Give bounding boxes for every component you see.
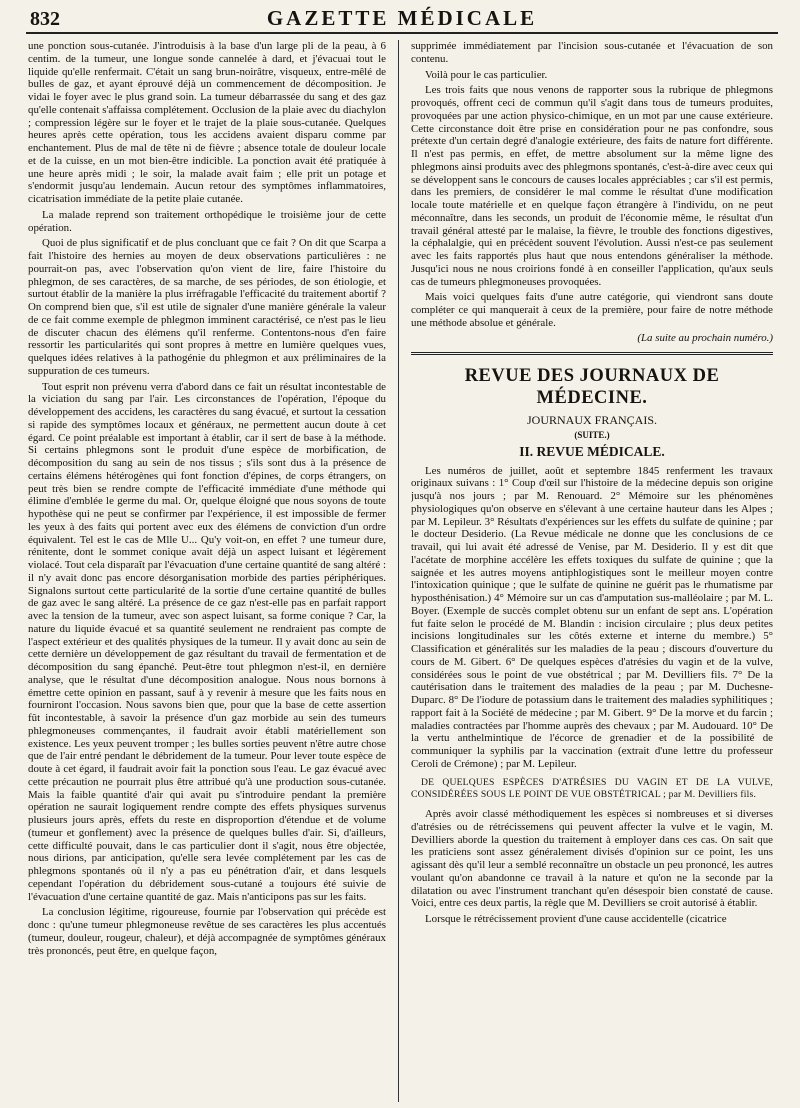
review-section-title: II. REVUE MÉDICALE. [519, 443, 665, 459]
body-paragraph: Mais voici quelques faits d'une autre catégorie, qui viendront sans doute compléter ce qui manquerait à ceux de la première, pour faire de notre méthode une méthode absolue et générale. [411, 291, 773, 329]
body-paragraph: Quoi de plus significatif et de plus concluant que ce fait ? On dit que Scarpa a fait l'histoire des hernies au moyen de deux observations particulières : ne pourrait-on pas, avec l'observation qu'on vient de lire, faire l'histoire du phlegmon, de ses caractères, de sa marche, de ses périodes, de son étiologie, et surtout établir de la manière la plus irréfragable l'efficacité du traitement abortif ? On comprend bien que, s'il est utile de signaler d'une manière générale la valeur de ce fait comme exemple de phlegmon imminent caractérisé, ce n'est pas le lieu de discuter chacun des élémens qu'il renferme. Contentons-nous d'en faire ressortir les particularités qui sont propres à mettre en lumière quelques vues, quelques idées relatives à la pathogénie du phlegmon et aux préliminaires de la suppuration de ces tumeurs. [28, 237, 386, 377]
column-rule [398, 40, 399, 1102]
review-paragraph: Les numéros de juillet, août et septembre 1845 renferment les travaux originaux suivans : 1° Coup d'œil sur l'histoire de la médecine depuis son origine jusqu'à nos jours ; par M. Renouard. 2° Mémoire sur les phénomènes physiologiques qu'on observe en s'élevant à une certaine hauteur dans les Alpes ; par M. Lepileur. 3° Résultats d'expériences sur les effets du sulfate de quinine ; par le docteur Desiderio. (La Revue médicale ne donne que les conclusions de ce travail, qui lui avait été adressé de Venise, par M. Desiderio. Il y est dit que l'acétate de morphine accélère les effets toxiques du sulfate de quinine ; que la saignée et les autres moyens antiphlogistiques sont le meilleur moyen contre l'intoxication quinique ; que le sulfate de quinine ne guérit pas le rhumatisme par hyposthénisation.) 4° Mémoire sur un cas d'amputation sus-malléolaire ; par M. L. Boyer. (Exemple de succès complet obtenu sur un enfant de sept ans. L'opération fut faite selon le procédé de M. Blandin : incision circulaire ; plus deux petites incisions longitudinales sur les côtés externe et interne du membre.) 5° Classification et généralités sur les maladies de la peau ; discours d'ouverture du cours de M. Gibert. 6° De quelques espèces d'atrésies du vagin et de la vulve, considérées sous le point de vue obstétrical ; par M. Devilliers fils. 7° De la cautérisation dans le traitement des maladies de la peau ; par M. Duchesne-Duparc. 8° De l'iodure de potassium dans le traitement des maladies syphilitiques ; rapport fait à la Société de médecine ; par M. Gibert. 9° De la morve et du farcin ; maladies contractées par l'homme auprès des chevaux ; par M. Audouard. 10° De la vertu anthelmintique de l'écorce de grenadier et de la possibilité de communiquer la syphilis par la vaccination (extrait d'une lettre du professeur Ceroli de Crémone) ; par M. Lepileur. [411, 464, 773, 770]
continuation-note: (La suite au prochain numéro.) [637, 331, 773, 344]
article-heading: DE QUELQUES ESPÈCES D'ATRÉSIES DU VAGIN ET DE LA VULVE, CONSIDÉRÉES SOUS LE POINT DE VUE OBSTÉTRICAL ; par M. Devilliers fils. [411, 776, 773, 801]
journal-title: GAZETTE MÉDICALE [266, 6, 538, 30]
section-divider [411, 352, 773, 355]
right-column [411, 40, 773, 1102]
body-paragraph: Tout esprit non prévenu verra d'abord dans ce fait un résultat incontestable de la viciation du sang par l'air. Les circonstances de l'opération, l'époque du développement des accidens, les caractères du sang évacué, et surtout la cessation si rapide des symptômes locaux et généraux, ne permettent aucun doute à cet égard. Ce point préalable est important à établir, car il sert de base à la méthode. Si certains phlegmons sont le produit d'une espèce de morbification, de décomposition du sang au sein de nos tissus ; s'ils sont dus à la présence de certains élémens hétérogènes qui font fonction d'épines, de corps étrangers, on peut très bien se rendre compte de l'efficacité immédiate d'une méthode qui élimine d'emblée le germe du mal. Or, quelque éloigné que nous soyons de toute hypothèse qui ne peut se confirmer par l'expérience, il est impossible de fermer les yeux à des faits qui portent avec eux des élémens de conviction d'un ordre équivalent. Tel est le cas de Mlle U... Qu'y voit-on, en effet ? une tumeur dure, rénitente, dont le sommet conique avait déjà un aspect luisant et légèrement violacé. Tout cela disparaît par l'évacuation d'une certaine quantité de sang altéré : il n'y avait donc pas encore désorganisation morbide des parties périphériques. Signalons surtout cette particularité de la sortie d'une certaine quantité de bulles de gaz avec le sang altéré. La présence de ce gaz n'est-elle pas en parfait rapport avec la tension de la tumeur, avec son aspect luisant, sa forme conique ? Car, la nature du liquide évacué et sa quantité seulement ne rendraient pas compte de l'aspect extérieur et des qualités physiques de la tumeur. Il y avait donc au sein de cette dernière un développement de gaz résultant du travail de fermentation et de décomposition du sang épanché. Peut-être tout phlegmon n'est-il, en dernière analyse, que le résultat d'une décomposition analogue. Nous nous bornons à émettre cette opinion en passant, sauf à y revenir à mesure que les faits nous en fourniront l'occasion. Nous savons bien que, pour que la base de cette assertion fût incontestable, à savoir la présence d'un gaz morbide au sein des tumeurs phlegmoneuses commençantes, il faudrait avoir établi matériellement son existence. Les yeux peuvent tromper ; les bulles sorties peuvent n'être autre chose que de l'air entré pendant le débridement de la tumeur. Pour lever toute espèce de doute à cet égard, il faudrait avoir fait la ponction sous l'eau. Le gaz évacué avec cette précaution ne pourrait plus être attribué qu'à une production sous-cutanée. Mais la faible quantité d'air qui avait pu s'introduire pendant la première opération ne saurait logiquement rendre compte des effets physiques survenus plusieurs jours après, effets du reste en disproportion d'étendue et de volume (tumeur et gonflement) avec la présence de quelques bulles d'air. Si, d'ailleurs, cette difficulté pouvait, dans le cas particulier dont il s'agit, nous être objectée, nous dirions, par anticipation, qu'elle sera levée complétement par les cas de phlegmons spontanés où il n'y a pas eu pénétration d'air, et dans lesquels cependant l'opération du débridement sous-cutané a toujours été suivie de l'évacuation d'une certaine quantité de gaz. Mais n'anticipons pas sur les faits. [28, 380, 386, 903]
page-header [26, 6, 778, 34]
review-subtitle: JOURNAUX FRANÇAIS. [526, 413, 658, 428]
body-paragraph: Lorsque le rétrécissement provient d'une cause accidentelle (cicatrice [425, 913, 727, 925]
body-paragraph: supprimée immédiatement par l'incision sous-cutanée et l'évacuation de son contenu. [411, 40, 773, 65]
body-paragraph: Après avoir classé méthodiquement les espèces si nombreuses et si diverses d'atrésies ou de rétrécissemens qui peuvent affecter la vulve et le vagin, M. Devilliers aborde la question du traitement à employer dans ces cas. On sait que les praticiens sont assez généralement divisés d'opinion sur ce point, les uns agissant dès qu'il leur a semblé reconnaître un obstacle un peu prononcé, les autres voulant qu'on abandonne ce travail à la nature et qu'on ne la seconde par la dilatation ou avec l'instrument tranchant qu'en désespoir bien constaté de cause. Voici, entre ces deux partis, la règle que M. Devilliers se croit autorisé à établir. [411, 808, 773, 910]
body-paragraph: Les trois faits que nous venons de rapporter sous la rubrique de phlegmons provoqués, offrent ceci de commun qu'il s'agit dans tous de tumeurs produites, provoquées par une action physico-chimique, en un mot par une cause extérieure. Cette circonstance doit être prise en considération pour ne pas confondre, sous prétexte d'un certain degré d'analogie extérieure, des faits de nature fort différente. Il n'est pas permis, en effet, de mettre absolument sur la même ligne des phlegmons ainsi produits avec des phlegmons spontanés, c'est-à-dire avec ceux qui se développent sans le concours de causes locales appréciables ; car s'il est permis, dans les premiers, de considérer le mal comme le résultat d'une modification locale toute matérielle et en quelque façon étrangère à l'individu, on ne peut méconnaître, dans les seconds, un produit de l'économie même, le résultat d'un travail général attesté par le malaise, la fièvre, le trouble des fonctions digestives, la céphalalgie, qui en précèdent souvent l'évolution. Aussi n'est-ce pas seulement avec les faits rapportés plus haut que nous entendons généraliser la méthode. Jusqu'ici nous ne nous croirions fondé à en conseiller l'application, qu'aux seuls cas de tumeurs phlegmoneuses provoquées. [411, 84, 773, 288]
body-paragraph: Voilà pour le cas particulier. [425, 68, 548, 81]
body-paragraph: La malade reprend son traitement orthopédique le troisième jour de cette opération. [28, 208, 386, 234]
review-suite: (SUITE.) [574, 430, 610, 440]
left-column [28, 40, 386, 1102]
review-title: REVUE DES JOURNAUX DE MÉDECINE. [464, 366, 720, 409]
body-paragraph: La conclusion légitime, rigoureuse, fournie par l'observation qui précède est donc : qu'une tumeur phlegmoneuse revêtue de ses caractères les plus accentués (tumeur, douleur, rougeur, chaleur), et déjà accompagnée de symptômes généraux très prononcés, peut être, en quelque façon, [28, 906, 386, 957]
body-paragraph: une ponction sous-cutanée. J'introduisis à la base d'un large pli de la peau, à 6 centim. de la tumeur, une longue sonde cannelée à dard, et j'évacuai tout le liquide qu'elle renfermait. C'était un sang brun-noirâtre, visqueux, entre-mêlé de bulles de gaz, et ayant éprouvé déjà un commencement de décomposition. Je vidai le foyer avec le plus grand soin. La tumeur débarrassée du sang et des gaz qu'elle contenait s'affaissa complétement. Occlusion de la plaie avec du diachylon ; compression légère sur le foyer et le trajet de la plaie sous-cutanée. Quelques heures après cette opération, tous les accidens avaient disparu comme par enchantement. Plus de mal de tête ni de fièvre ; absence totale de douleur locale et de la cuisse, en un mot bien-être indicible. La ponction avait été pratiquée à une heure après midi ; le soir, la malade avait faim ; elle prit un potage et s'endormit jusqu'au lendemain. Aucun retour des symptômes inflammatoires, cicatrisation immédiate de la petite plaie cutanée. [28, 40, 386, 205]
page-number: 832 [30, 8, 60, 30]
